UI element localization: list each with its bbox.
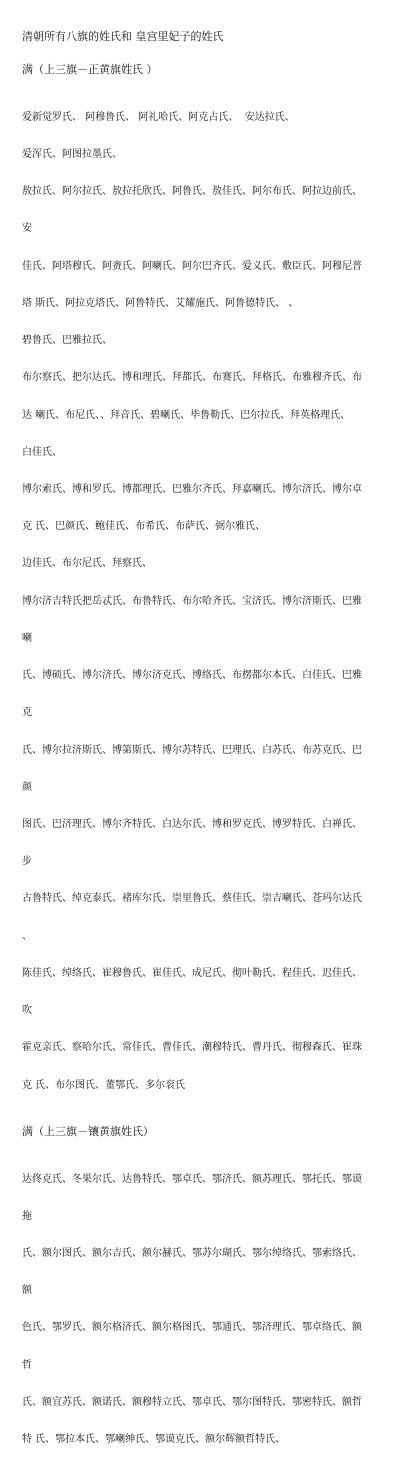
text-line: 古鲁特氏、绰克泰氏、褚库尔氏、崇里鲁氏、蔡佳氏、崇吉喇氏、苍玛尔达氏: [22, 893, 362, 905]
text-line: 氏、额尔图氏、额尔吉氏、额尔赫氏、鄂苏尔瑚氏、鄂尔绰络氏、鄂索络氏、: [22, 1247, 362, 1259]
text-line: 碧鲁氏、巴雅拉氏、: [22, 335, 112, 347]
text-line: 敖拉氏、阿尔拉氏、敖拉托欣氏、阿鲁氏、敖佳氏、阿尔布氏、阿拉边前氏、: [22, 186, 362, 198]
text-line: 白佳氏、: [22, 446, 62, 458]
text-line: 博尔索氏、博和罗氏、博都理氏、巴雅尔齐氏、拜嘉喇氏、博尔济氏、博尔卓: [22, 484, 362, 495]
text-line: 颜: [22, 781, 32, 793]
text-line: 特 氏、鄂拉本氏、鄂喇绅氏、鄂谟克氏、额尔辉额哲特氏、: [22, 1434, 286, 1446]
section-zhenghuangqi: [22, 63, 386, 1117]
text-line: 拖: [22, 1210, 32, 1222]
text-line: 克 氏、巴颜氏、鲍佳氏、布希氏、布萨氏、弼尔雅氏、: [22, 521, 266, 533]
text-line: 哲: [22, 1359, 32, 1371]
text-line: 达 喇氏、布尼氏、、拜音氏、碧喇氏、毕鲁勒氏、巴尔拉氏、拜英格理氏、: [22, 409, 351, 421]
text-line: 氏、博尔拉济斯氏、博第斯氏、博尔苏特氏、巴理氏、白苏氏、布苏克氏、巴: [22, 744, 362, 756]
text-line: 喇: [22, 632, 32, 644]
text-line: 安: [22, 223, 32, 235]
section-heading: 满（上三旗－正黄旗姓氏 ）: [22, 63, 158, 76]
text-line: 达佟克氏、冬果尔氏、达鲁特氏、鄂卓氏、鄂济氏、额苏理氏、鄂托氏、鄂谟: [22, 1173, 362, 1185]
text-line: 色氏、鄂罗氏、额尔格济氏、额尔格图氏、鄂通氏、鄂济理氏、鄂卓络氏、额: [22, 1322, 362, 1334]
text-line: 爱浑氏、阿图拉墨氏、: [22, 149, 122, 161]
text-line: 图氏、巴济理氏、博尔齐特氏、白达尔氏、博和罗克氏、博罗特氏、白禅氏、: [22, 818, 362, 830]
section-body: [22, 1149, 386, 1471]
text-line: 额: [22, 1285, 32, 1297]
text-line: 克 氏、布尔图氏、董鄂氏、多尔衮氏: [22, 1079, 186, 1091]
text-line: 布尔察氏、把尔达氏、博和理氏、拜都氏、布赛氏、拜格氏、布雅穆齐氏、布: [22, 372, 362, 384]
text-line: 霍克亲氏、察哈尔氏、常佳氏、曹佳氏、潮穆特氏、曹丹氏、彻穆森氏、崔珠: [22, 1042, 362, 1054]
text-line: 边佳氏、布尔尼氏、拜察氏、: [22, 558, 152, 570]
text-line: 佳氏、阿塔穆氏、阿赉氏、阿喇氏、阿尔巴齐氏、爱义氏、敷臣氏、阿穆尼普: [22, 260, 362, 272]
text-line: 克: [22, 707, 32, 719]
text-line: 氏、博硕氏、博尔济氏、博尔济克氏、博络氏、布楞都尔本氏、白佳氏、巴雅: [22, 670, 362, 682]
text-line: 氏、额宜苏氏、额诺氏、额穆特立氏、鄂卓氏、鄂尔图特氏、鄂密特氏、额哲: [22, 1396, 362, 1408]
document-page: [22, 30, 386, 1471]
text-line: 、: [22, 930, 32, 942]
document-title: 清朝所有八旗的姓氏和 皇宫里妃子的姓氏: [22, 30, 224, 43]
section-heading: 满（上三旗－镶黄旗姓氏）: [22, 1124, 154, 1138]
text-line: 吹: [22, 1005, 32, 1017]
text-line: 步: [22, 856, 32, 868]
text-line: 陈佳氏、绰络氏、崔穆鲁氏、崔佳氏、成尼氏、彻叶勒氏、程佳氏、迟佳氏、: [22, 967, 362, 979]
text-line: 博尔济吉特氏把岳忒氏、布鲁特氏、布尔哈齐氏、宝济氏、博尔济斯氏、巴雅: [22, 595, 362, 607]
text-line: 爱新觉罗氏、 阿穆鲁氏、 阿礼哈氏、阿克占氏、 安达拉氏、: [22, 111, 295, 123]
section-xianghuangqi: [22, 1125, 386, 1471]
section-body: [22, 87, 386, 1117]
text-line: 塔 斯氏、阿拉克塔氏、阿鲁特氏、艾耀施氏、阿鲁德特氏、 、: [22, 297, 299, 309]
